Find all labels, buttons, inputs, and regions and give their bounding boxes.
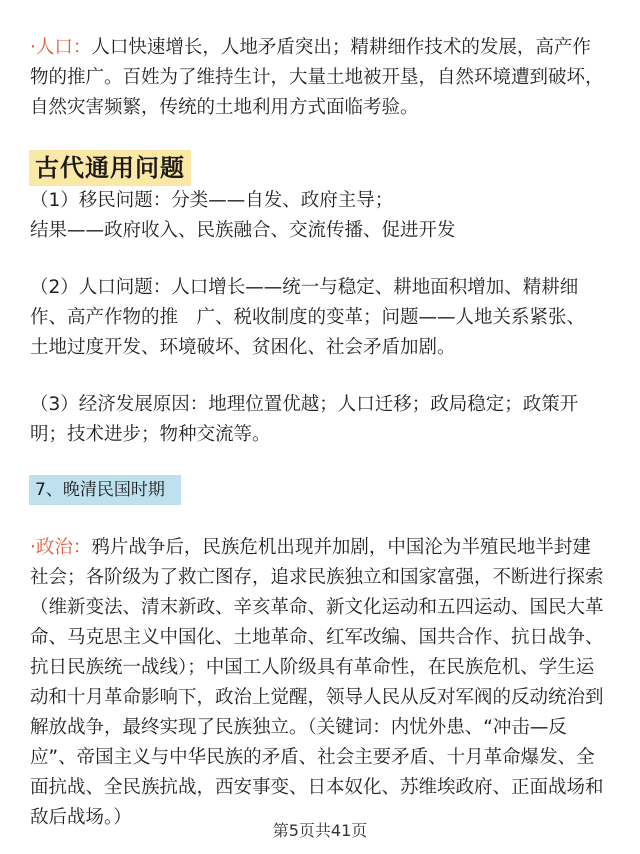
- text-line: （3）经济发展原因：地理位置优越；人口迁移；政局稳定；政策开: [30, 394, 579, 415]
- text-line: （1）移民问题：分类——自发、政府主导；: [30, 190, 394, 211]
- text-line: 作、高产作物的推 广、税收制度的变革；问题——人地关系紧张、: [30, 307, 586, 328]
- text-line: 应”、帝国主义与中华民族的矛盾、社会主要矛盾、十月革命爆发、全: [30, 747, 595, 768]
- text-line: 解放战争，最终实现了民族独立。（关键词：内忧外患、“冲击—反: [30, 717, 567, 738]
- paragraph-population-issue: [30, 273, 620, 363]
- paragraph-economy: [30, 390, 620, 450]
- text-line: 土地过度开发、环境破坏、贫困化、社会矛盾加剧。: [30, 337, 456, 358]
- politics-label: ·政治：: [30, 537, 92, 558]
- text-line: 敌后战场。）: [30, 807, 132, 828]
- text-line: ·政治：鸦片战争后，民族危机出现并加剧，中国沦为半殖民地半封建: [30, 537, 591, 558]
- text-line: 面抗战、全民族抗战，西安事变、日本奴化、苏维埃政府、正面战场和: [30, 777, 604, 798]
- text-line: ·人口：人口快速增长，人地矛盾突出；精耕细作技术的发展，高产作: [30, 37, 591, 58]
- text-line: 物的推广。百姓为了维持生计，大量土地被开垦，自然环境遭到破坏，: [30, 67, 604, 88]
- paragraph-migration: [30, 186, 620, 246]
- paragraph-politics: [30, 533, 620, 833]
- population-label: ·人口：: [30, 37, 92, 58]
- text-line: 结果——政府收入、民族融合、交流传播、促进开发: [30, 220, 456, 241]
- text-line: 动和十月革命影响下，政治上觉醒，领导人民从反对军阀的反动统治到: [30, 687, 604, 708]
- heading-late-qing-period: 7、晚清民国时期: [29, 475, 181, 505]
- text-line: 明；技术进步；物种交流等。: [30, 424, 271, 445]
- heading-general-issues: 古代通用问题: [29, 150, 191, 186]
- text-line: 抗日民族统一战线）；中国工人阶级具有革命性，在民族危机、学生运: [30, 657, 595, 678]
- text-line: （2）人口问题：人口增长——统一与稳定、耕地面积增加、精耕细: [30, 277, 579, 298]
- text-line: （维新变法、清末新政、辛亥革命、新文化运动和五四运动、国民大革: [30, 597, 604, 618]
- text-line: 自然灾害频繁，传统的土地利用方式面临考验。: [30, 97, 419, 118]
- page-number-footer: 第5页共41页: [272, 821, 368, 840]
- text-line: 社会；各阶级为了救亡图存，追求民族独立和国家富强，不断进行探索: [30, 567, 604, 588]
- text-line: 命、马克思主义中国化、土地革命、红军改编、国共合作、抗日战争、: [30, 627, 604, 648]
- paragraph-population: [30, 33, 620, 123]
